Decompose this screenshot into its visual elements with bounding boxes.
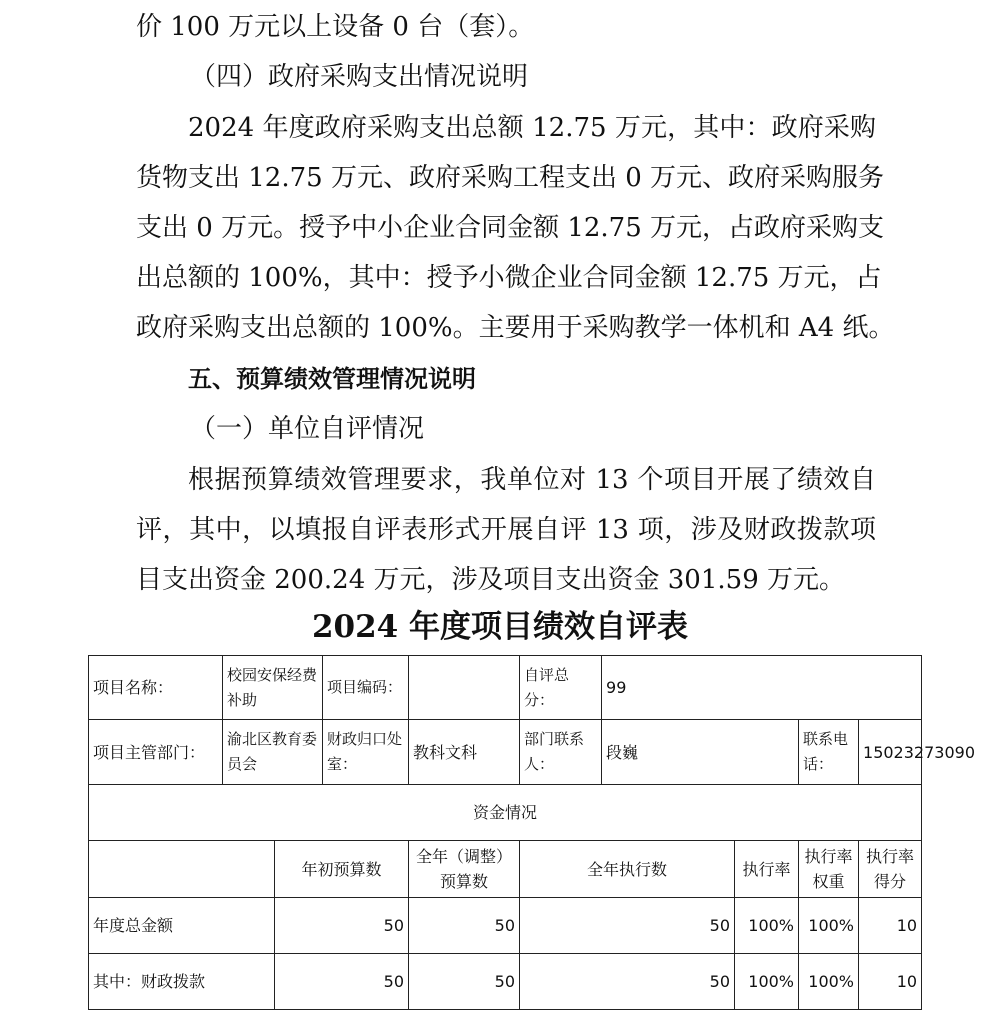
dept-value: 渝北区教育委员会: [223, 720, 323, 785]
table-row: [89, 656, 922, 720]
col-executed: 全年执行数: [520, 841, 735, 898]
table-row: [89, 785, 922, 841]
header-empty: [89, 841, 275, 898]
phone-value: 15023273090: [859, 720, 922, 785]
row-label: 年度总金额: [89, 898, 275, 954]
phone-label: 联系电话：: [799, 720, 859, 785]
heading-procurement: （四）政府采购支出情况说明: [190, 62, 529, 92]
score-label: 自评总分：: [520, 656, 602, 720]
cell-weight: 100%: [799, 898, 859, 954]
finance-office-value: 教科文科: [409, 720, 520, 785]
paragraph-equipment-tail: 价 100 万元以上设备 0 台（套）。: [136, 12, 535, 42]
paragraph-procurement-line-2: 货物支出 12.75 万元、政府采购工程支出 0 万元、政府采购服务: [136, 163, 885, 193]
score-value: 99: [602, 656, 922, 720]
cell-executed: 50: [520, 898, 735, 954]
project-code-label: 项目编码：: [323, 656, 409, 720]
table-row: [89, 898, 922, 954]
cell-rate: 100%: [735, 898, 799, 954]
paragraph-procurement-line-5: 政府采购支出总额的 100%。主要用于采购教学一体机和 A4 纸。: [136, 313, 895, 343]
col-rate-weight: 执行率权重: [799, 841, 859, 898]
cell-executed: 50: [520, 954, 735, 1010]
table-row: [89, 841, 922, 898]
project-code-value: [409, 656, 520, 720]
table-title: 2024 年度项目绩效自评表: [311, 609, 689, 645]
heading-section-5: 五、预算绩效管理情况说明: [188, 365, 476, 393]
paragraph-procurement-line-1: 2024 年度政府采购支出总额 12.75 万元，其中：政府采购: [188, 113, 876, 143]
col-exec-rate: 执行率: [735, 841, 799, 898]
dept-label: 项目主管部门：: [89, 720, 223, 785]
paragraph-selfeval-line-1: 根据预算绩效管理要求，我单位对 13 个项目开展了绩效自: [188, 465, 876, 495]
project-name-label: 项目名称：: [89, 656, 223, 720]
cell-adjusted: 50: [409, 898, 520, 954]
row-label: 其中：财政拨款: [89, 954, 275, 1010]
col-initial-budget: 年初预算数: [275, 841, 409, 898]
project-name-value: 校园安保经费补助: [223, 656, 323, 720]
paragraph-selfeval-line-2: 评，其中，以填报自评表形式开展自评 13 项，涉及财政拨款项: [136, 515, 876, 545]
paragraph-selfeval-line-3: 目支出资金 200.24 万元，涉及项目支出资金 301.59 万元。: [136, 565, 846, 595]
col-adjusted-budget: 全年（调整）预算数: [409, 841, 520, 898]
cell-weight: 100%: [799, 954, 859, 1010]
table-row: [89, 720, 922, 785]
cell-score: 10: [859, 954, 922, 1010]
paragraph-procurement-line-3: 支出 0 万元。授予中小企业合同金额 12.75 万元，占政府采购支: [136, 213, 885, 243]
contact-label: 部门联系人：: [520, 720, 602, 785]
cell-rate: 100%: [735, 954, 799, 1010]
cell-initial: 50: [275, 898, 409, 954]
col-rate-score: 执行率得分: [859, 841, 922, 898]
finance-office-label: 财政归口处室：: [323, 720, 409, 785]
performance-evaluation-table: [88, 655, 975, 1010]
table-row: [89, 954, 922, 1010]
cell-score: 10: [859, 898, 922, 954]
paragraph-procurement-line-4: 出总额的 100%，其中：授予小微企业合同金额 12.75 万元，占: [136, 263, 882, 293]
heading-self-evaluation: （一）单位自评情况: [190, 414, 425, 444]
contact-value: 段巍: [602, 720, 799, 785]
funds-header: 资金情况: [89, 785, 922, 841]
cell-adjusted: 50: [409, 954, 520, 1010]
cell-initial: 50: [275, 954, 409, 1010]
